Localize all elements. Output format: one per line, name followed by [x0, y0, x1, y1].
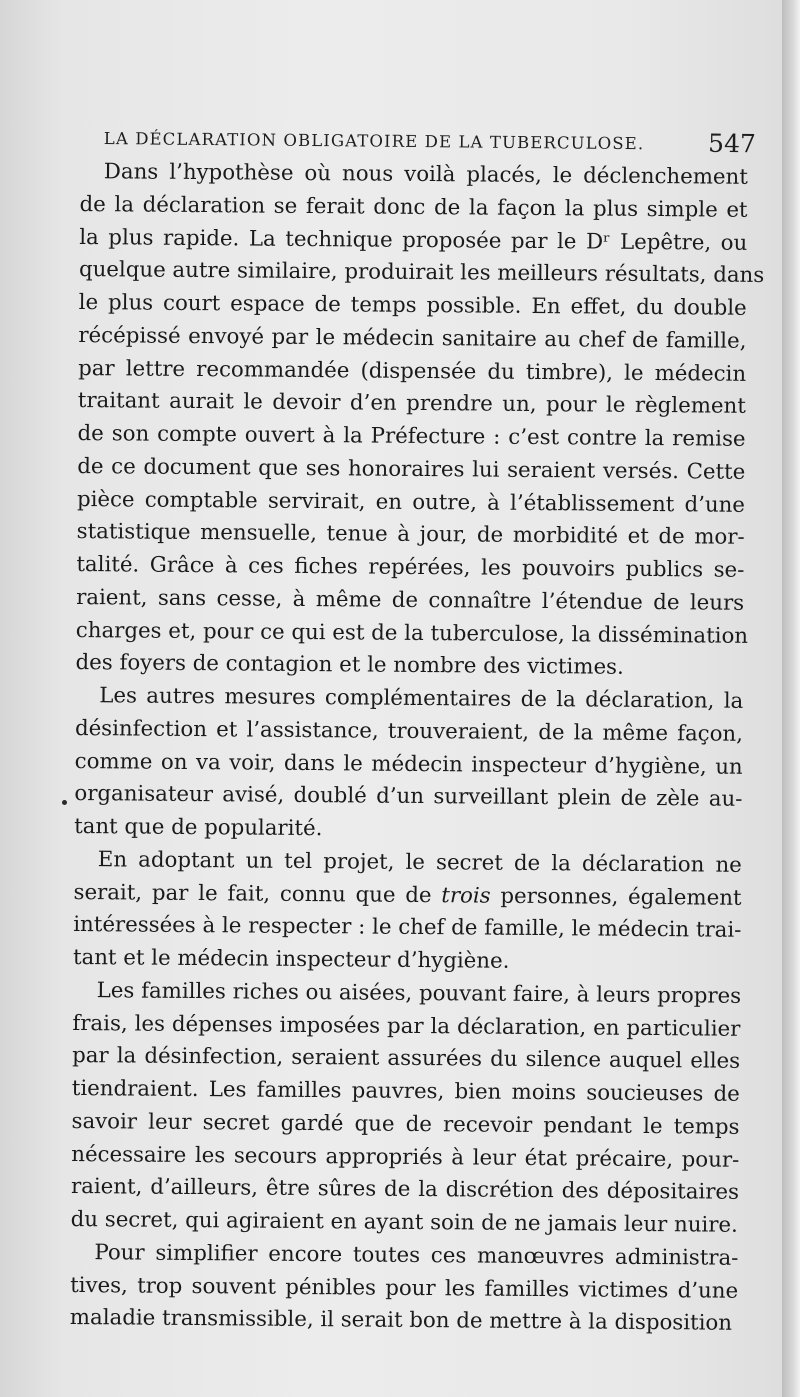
text-line: serait, par le fait, connu que de trois personnes, également: [73, 879, 742, 911]
paragraph: [71, 975, 741, 1243]
text-line: des foyers de contagion et le nombre des victimes.: [75, 650, 624, 681]
text-line: quelque autre similaire, produirait les meilleurs résultats, dans: [78, 257, 765, 289]
text-line: raient, d’ailleurs, être sûres de la discrétion des dépositaires: [70, 1174, 740, 1206]
text-line: la plus rapide. La technique proposée par le Dʳ Lepêtre, ou: [79, 224, 748, 256]
text-line: statistique mensuelle, tenue à jour, de morbidité et de mor-: [76, 519, 745, 551]
text-line: tant et le médecin inspecteur d’hygiène.: [72, 944, 510, 974]
text-line: charges et, pour ce qui est de la tuberculose, la dissémination: [75, 617, 749, 649]
text-line: En adoptant un tel projet, le secret de la déclaration ne: [97, 846, 742, 878]
text-line: Dans l’hypothèse où nous voilà placés, le déclenchement: [103, 159, 748, 190]
text-line: par lettre recommandée (dispensée du timbre), le médecin: [78, 355, 747, 387]
paragraph: [73, 844, 742, 981]
text-line: de la déclaration se ferait donc de la façon la plus simple et: [79, 191, 748, 223]
text-line: pièce comptable servirait, en outre, à l’établissement d’une: [76, 486, 746, 518]
text-line: de ce document que ses honoraires lui seraient versés. Cette: [77, 453, 746, 485]
text-line: tives, trop souvent pénibles pour les familles victimes d’une: [70, 1272, 739, 1304]
text-line: tant que de popularité.: [74, 813, 323, 842]
text-line: par la désinfection, seraient assurées du silence auquel elles: [72, 1043, 741, 1075]
text-line: nécessaire les secours appropriés à leur état précaire, pour-: [71, 1141, 740, 1173]
emphasis: trois: [441, 882, 491, 909]
text-line: maladie transmissible, il serait bon de mettre à la disposition: [69, 1305, 733, 1336]
running-title: LA DÉCLARATION OBLIGATOIRE DE LA TUBERCULOSE.: [103, 128, 645, 154]
text-line: tiendraient. Les familles pauvres, bien moins soucieuses de: [71, 1075, 740, 1107]
text-line: Les autres mesures complémentaires de la déclaration, la: [99, 683, 744, 714]
text-line: du secret, qui agiraient en ayant soin de ne jamais leur nuire.: [70, 1206, 738, 1238]
text-line: désinfection et l’assistance, trouveraient, de la même façon,: [74, 715, 744, 747]
text-line: Pour simplifier encore toutes ces manœuvres administra-: [94, 1239, 739, 1271]
text-line: raient, sans cesse, à même de connaître l’étendue de leurs: [76, 584, 745, 616]
text-line: le plus court espace de temps possible. En effet, du double: [78, 289, 747, 321]
ink-speck: [62, 800, 67, 805]
running-header: [104, 123, 756, 159]
paragraph: [74, 680, 743, 850]
text-line: intéressées à le respecter : le chef de famille, le médecin trai-: [73, 912, 742, 944]
text-line: talité. Grâce à ces fiches repérées, les pouvoirs publics se-: [76, 551, 745, 583]
body-text: [69, 156, 765, 1341]
text-line: traitant aurait le devoir d’en prendre un, pour le règlement: [77, 388, 746, 420]
paragraph: [70, 1237, 739, 1341]
text-line: récépissé envoyé par le médecin sanitaire au chef de famille,: [78, 322, 747, 354]
text-line: Les familles riches ou aisées, pouvant faire, à leurs propres: [96, 977, 742, 1009]
paragraph: [75, 156, 765, 686]
page-number: 547: [707, 128, 756, 159]
text-line: de son compte ouvert à la Préfecture : c’est contre la remise: [77, 420, 746, 452]
text-line: organisateur avisé, doublé d’un surveillant plein de zèle au-: [74, 781, 743, 813]
page-edge: [782, 0, 800, 1397]
text-line: frais, les dépenses imposées par la déclaration, en particulier: [72, 1010, 741, 1042]
text-line: comme on va voir, dans le médecin inspecteur d’hygiène, un: [74, 748, 743, 780]
text-line: savoir leur secret gardé que de recevoir pendant le temps: [71, 1108, 740, 1140]
